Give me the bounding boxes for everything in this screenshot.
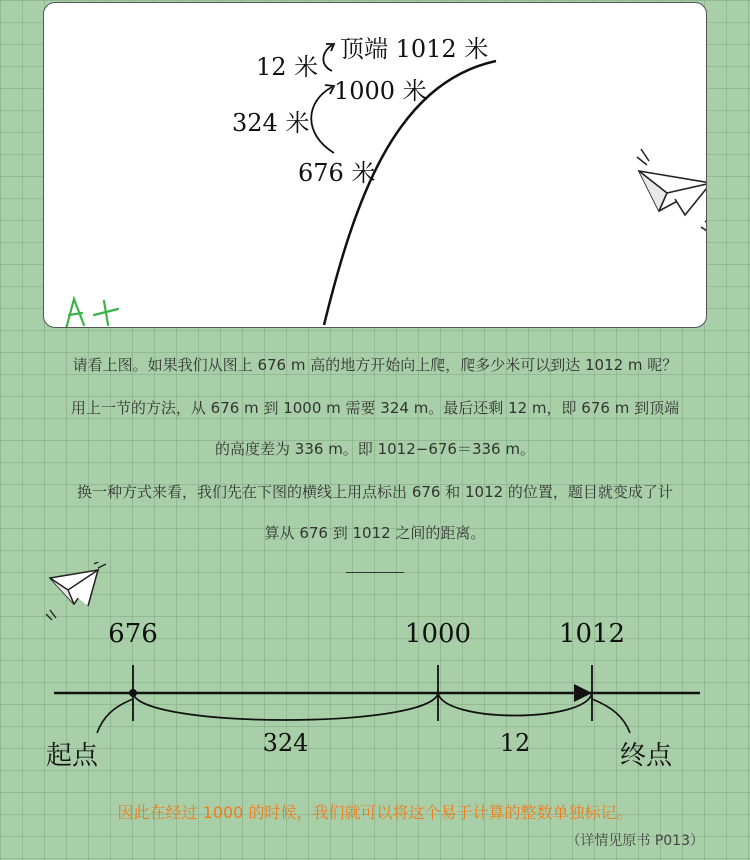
paragraph-method-line2: 的高度差为 336 m。即 1012−676＝336 m。 — [215, 440, 535, 458]
tick-label-1000: 1000 — [404, 619, 472, 649]
segment-arc-12 — [438, 693, 592, 716]
label-676: 676 米 — [298, 159, 376, 187]
section-divider — [346, 572, 404, 573]
paragraph-alt-line2: 算从 676 到 1012 之间的距离。 — [264, 524, 486, 542]
start-leader — [97, 699, 133, 733]
label-top: 顶端 1012 米 — [340, 35, 489, 63]
end-leader — [592, 699, 630, 733]
arrow-676-to-1000 — [311, 87, 334, 153]
end-label: 终点 — [620, 741, 673, 771]
segment-label-324: 324 — [262, 729, 309, 757]
start-label: 起点 — [46, 741, 99, 771]
tick-label-676: 676 — [108, 619, 158, 649]
paragraph-question: 请看上图。如果我们从图上 676 m 高的地方开始向上爬，爬多少米可以到达 1012 m 呢？ — [72, 356, 678, 374]
paper-plane-icon — [637, 149, 707, 235]
segment-label-12: 12 — [499, 729, 531, 757]
label-gap-12: 12 米 — [256, 53, 319, 81]
tick-label-1012: 1012 — [558, 619, 626, 649]
paragraph-alt-line1: 换一种方式来看，我们先在下图的横线上用点标出 676 和 1012 的位置，题目就变成了计 — [77, 483, 673, 501]
mountain-figure — [43, 2, 707, 328]
a-plus-stamp — [66, 299, 118, 328]
label-1000: 1000 米 — [334, 77, 427, 105]
paragraph-method-line1: 用上一节的方法，从 676 m 到 1000 m 需要 324 m。最后还剩 12 m，即 676 m 到顶端 — [70, 399, 680, 417]
source-note: （详情见原书 P013） — [566, 833, 704, 849]
arrow-1000-to-top — [323, 45, 332, 71]
segment-arc-324 — [133, 693, 438, 720]
label-gap-324: 324 米 — [232, 109, 310, 137]
highlight-conclusion: 因此在经过 1000 的时候，我们就可以将这个易于计算的整数单独标记。 — [117, 803, 633, 822]
